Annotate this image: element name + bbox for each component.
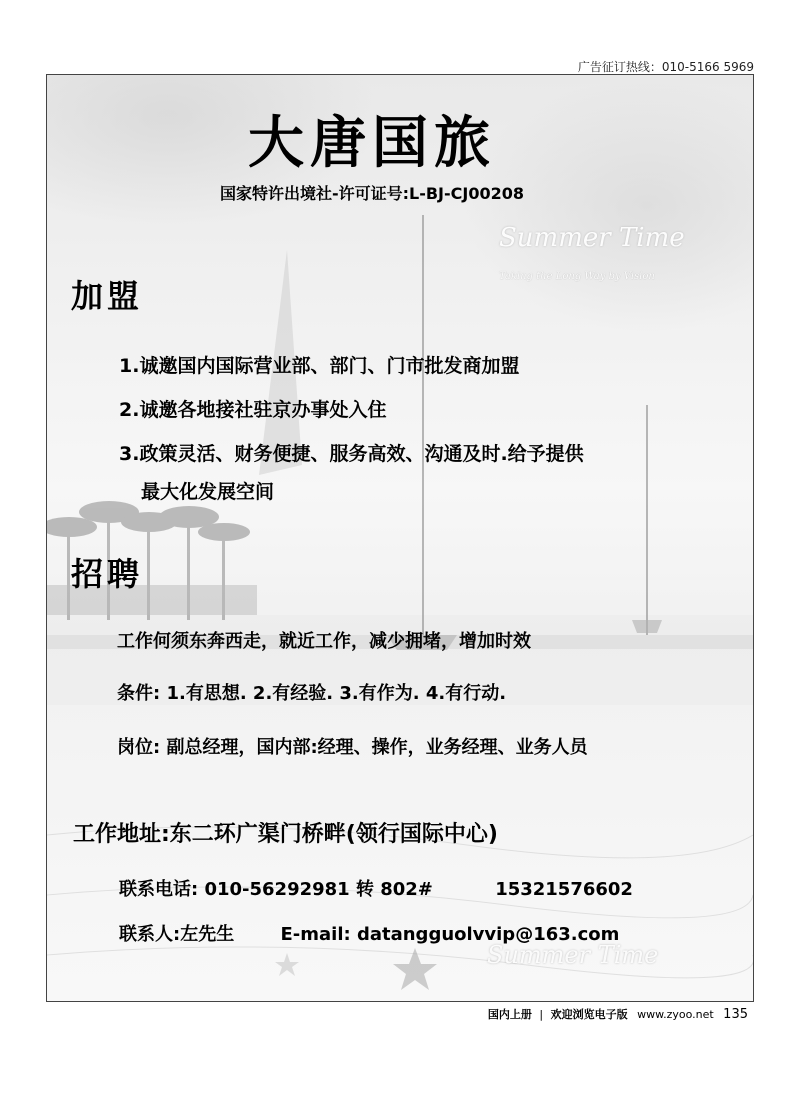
page-number: 135 — [723, 1007, 748, 1022]
footer-divider: | — [539, 1008, 544, 1021]
contact-person-row — [119, 920, 619, 946]
beach-background — [47, 75, 753, 1001]
summer-time-decor: Summer Time — [499, 223, 685, 253]
hotline: 广告征订热线：010-5166 5969 — [577, 60, 754, 74]
recruit-conditions: 条件: 1.有思想. 2.有经验. 3.有作为. 4.有行动. — [117, 683, 507, 704]
company-title: 大唐国旅 — [248, 111, 496, 176]
contact-mobile: 15321576602 — [495, 879, 633, 900]
join-item-3: 3.政策灵活、财务便捷、服务高效、沟通及时.给予提供 — [119, 443, 584, 465]
join-item-2: 2.诚邀各地接社驻京办事处入住 — [119, 399, 387, 421]
recruit-slogan: 工作何须东奔西走，就近工作，减少拥堵，增加时效 — [117, 631, 531, 652]
ad-frame — [46, 74, 754, 1002]
contact-person: 联系人:左先生 — [119, 924, 235, 945]
contact-phone: 联系电话: 010-56292981 转 802# — [119, 879, 433, 900]
summer-time-subtitle: Taking the Long Way by Vision — [499, 271, 655, 282]
footer-browse: 欢迎浏览电子版 — [550, 1008, 628, 1021]
join-heading: 加盟 — [71, 277, 144, 315]
recruit-positions: 岗位: 副总经理，国内部:经理、操作，业务经理、业务人员 — [117, 737, 588, 758]
license-number: 国家特许出境社-许可证号:L-BJ-CJ00208 — [219, 184, 525, 203]
contact-phone-row — [119, 875, 633, 901]
footer-site-link[interactable]: www.zyoo.net — [637, 1008, 714, 1021]
join-item-1: 1.诚邀国内国际营业部、部门、门市批发商加盟 — [119, 355, 520, 377]
summer-time-bottom: Summer Time — [487, 941, 659, 969]
page-footer — [488, 1006, 748, 1022]
recruit-heading: 招聘 — [71, 555, 144, 593]
work-address: 工作地址:东二环广渠门桥畔(领行国际中心) — [73, 822, 498, 847]
join-item-3-continued: 最大化发展空间 — [141, 481, 275, 503]
footer-section: 国内上册 — [487, 1008, 532, 1021]
contact-email: E-mail: datangguolvvip@163.com — [280, 924, 620, 945]
